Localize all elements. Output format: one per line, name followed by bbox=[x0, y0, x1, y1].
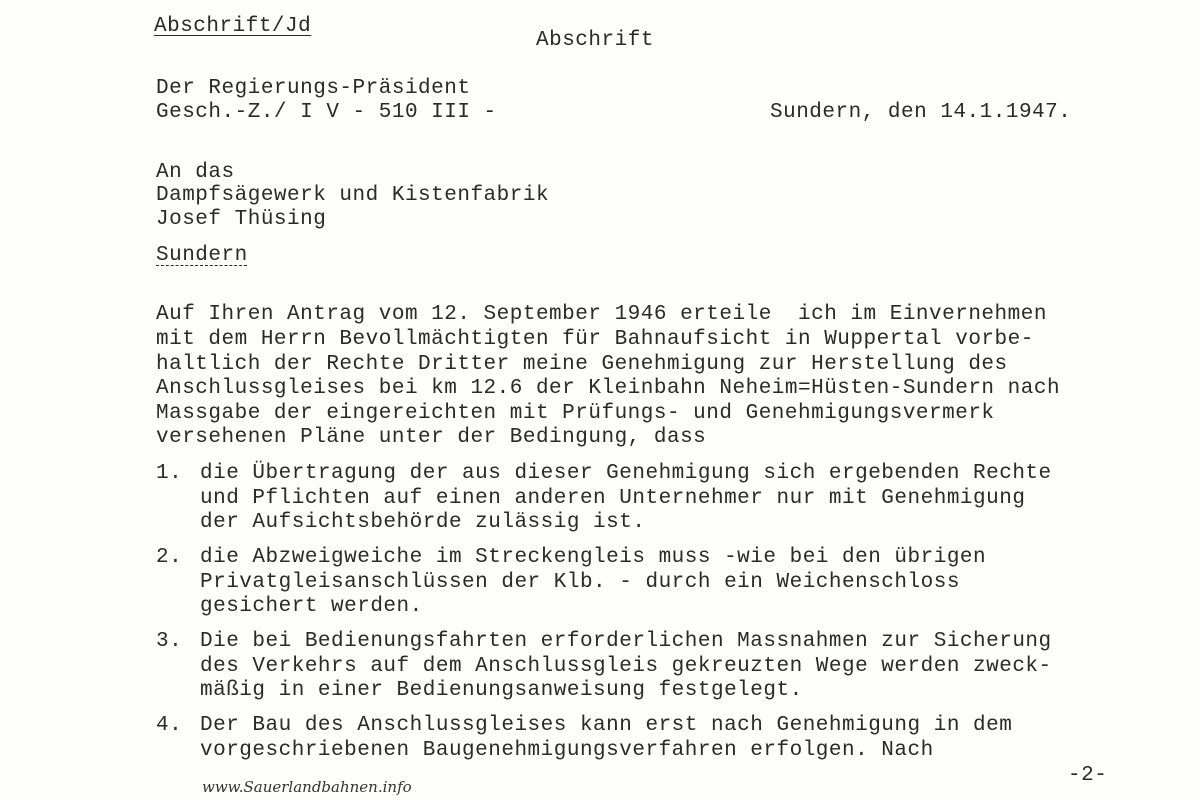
copy-mark: Abschrift/Jd bbox=[154, 15, 312, 38]
condition-line: vorgeschriebenen Baugenehmigungsverfahren erfolgen. Nach bbox=[200, 739, 934, 762]
body-line: mit dem Herrn Bevollmächtigten für Bahnaufsicht in Wuppertal vorbe- bbox=[156, 328, 1034, 351]
condition-line: und Pflichten auf einen anderen Unternehmer nur mit Genehmigung bbox=[200, 487, 1026, 510]
body-line: Anschlussgleises bei km 12.6 der Kleinbahn Neheim=Hüsten-Sundern nach bbox=[156, 377, 1061, 400]
condition-line: mäßig in einer Bedienungsanweisung festgelegt. bbox=[200, 679, 803, 702]
recipient-salutation: An das bbox=[156, 161, 235, 184]
condition-line: gesichert werden. bbox=[200, 595, 423, 618]
condition-line: die Übertragung der aus dieser Genehmigung sich ergebenden Rechte bbox=[200, 462, 1052, 485]
condition-number: 1. bbox=[156, 462, 183, 485]
condition-line: des Verkehrs auf dem Anschlussgleis gekreuzten Wege werden zweck- bbox=[200, 655, 1052, 678]
sender-title: Der Regierungs-Präsident bbox=[156, 77, 471, 100]
recipient-name: Josef Thüsing bbox=[156, 208, 327, 231]
condition-number: 3. bbox=[156, 630, 183, 653]
condition-line: der Aufsichtsbehörde zulässig ist. bbox=[200, 511, 646, 534]
condition-line: die Abzweigweiche im Streckengleis muss -wie bei den übrigen bbox=[200, 546, 987, 569]
body-line: haltlich der Rechte Dritter meine Genehmigung zur Herstellung des bbox=[156, 353, 1008, 376]
condition-number: 2. bbox=[156, 546, 183, 569]
place-date: Sundern, den 14.1.1947. bbox=[770, 101, 1072, 124]
body-line: Auf Ihren Antrag vom 12. September 1946 erteile ich im Einvernehmen bbox=[156, 303, 1047, 326]
body-line: Massgabe der eingereichten mit Prüfungs- und Genehmigungsvermerk bbox=[156, 402, 995, 425]
page-number: -2- bbox=[1068, 764, 1108, 787]
condition-line: Privatgleisanschlüssen der Klb. - durch ein Weichenschloss bbox=[200, 571, 960, 594]
condition-number: 4. bbox=[156, 714, 183, 737]
recipient-city: Sundern bbox=[156, 244, 248, 267]
body-line: versehenen Pläne unter der Bedingung, dass bbox=[156, 426, 707, 449]
condition-line: Die bei Bedienungsfahrten erforderlichen Massnahmen zur Sicherung bbox=[200, 630, 1052, 653]
condition-line: Der Bau des Anschlussgleises kann erst nach Genehmigung in dem bbox=[200, 714, 1013, 737]
reference-number: Gesch.-Z./ I V - 510 III - bbox=[156, 101, 497, 124]
document-heading: Abschrift bbox=[536, 29, 654, 52]
recipient-company: Dampfsägewerk und Kistenfabrik bbox=[156, 184, 550, 207]
website-watermark: www.Sauerlandbahnen.info bbox=[202, 778, 412, 796]
